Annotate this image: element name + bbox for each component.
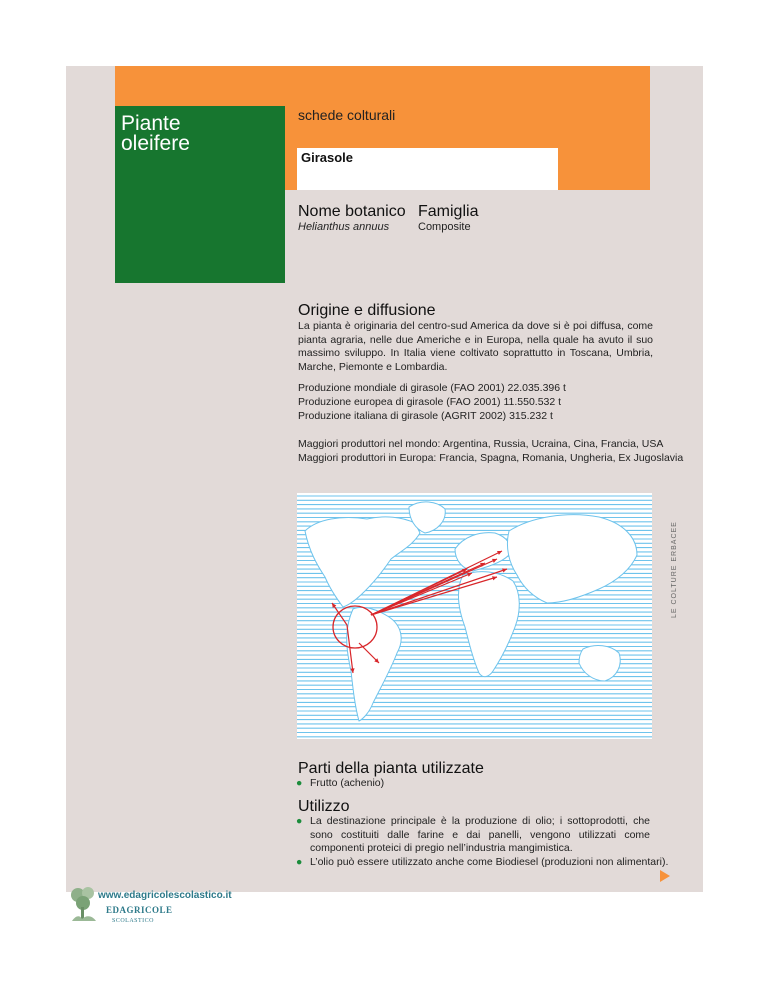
publisher-name: EDAGRICOLE bbox=[106, 905, 173, 915]
publisher-subtitle: SCOLASTICO bbox=[112, 918, 155, 924]
producers-world: Maggiori produttori nel mondo: Argentina, Russia, Ucraina, Cina, Francia, USA bbox=[298, 438, 664, 450]
origin-heading: Origine e diffusione bbox=[298, 302, 436, 319]
section-title: Piante oleifere bbox=[121, 112, 190, 155]
uses-item-2: L’olio può essere utilizzato anche come Biodiesel (produzioni non alimentari). bbox=[310, 856, 669, 868]
production-italy: Produzione italiana di girasole (AGRIT 2002) 315.232 t bbox=[298, 410, 553, 422]
category-label: schede colturali bbox=[298, 107, 396, 123]
website-url[interactable]: www.edagricolescolastico.it bbox=[98, 890, 232, 901]
crop-name: Girasole bbox=[301, 150, 354, 165]
botanical-name-value: Helianthus annuus bbox=[298, 221, 390, 233]
botanical-name-label: Nome botanico bbox=[298, 203, 406, 220]
edagricole-logo-icon bbox=[66, 885, 102, 925]
uses-bullet-1: ● bbox=[296, 815, 303, 827]
producers-europe: Maggiori produttori in Europa: Francia, Spagna, Romania, Ungheria, Ex Jugoslavia bbox=[298, 452, 684, 464]
world-map bbox=[297, 493, 652, 739]
parts-bullet: ● bbox=[296, 777, 303, 789]
parts-heading: Parti della pianta utilizzate bbox=[298, 760, 484, 777]
side-section-label: LE COLTURE ERBACEE bbox=[671, 521, 678, 618]
family-value: Composite bbox=[418, 221, 471, 233]
uses-heading: Utilizzo bbox=[298, 798, 350, 815]
origin-text: La pianta è originaria del centro-sud America da dove si è poi diffusa, come pianta agraria, nelle due Americhe e in Europa, nella quale ha avuto il suo massimo sviluppo. In Italia viene coltivato soprattutto in Toscana, Umbria, Marche, Piemonte e Lombardia. bbox=[298, 320, 653, 373]
production-world: Produzione mondiale di girasole (FAO 2001) 22.035.396 t bbox=[298, 382, 566, 394]
uses-item-1: La destinazione principale è la produzione di olio; i sottoprodotti, che sono costituiti dalle farine e dai panelli, vengono utilizzati come componenti proteici di pregio nell’industria mangimistica. bbox=[310, 815, 650, 855]
family-label: Famiglia bbox=[418, 203, 479, 220]
next-page-arrow-icon[interactable] bbox=[660, 870, 670, 882]
production-europe: Produzione europea di girasole (FAO 2001) 11.550.532 t bbox=[298, 396, 562, 408]
uses-bullet-2: ● bbox=[296, 856, 303, 868]
parts-item: Frutto (achenio) bbox=[310, 777, 385, 789]
